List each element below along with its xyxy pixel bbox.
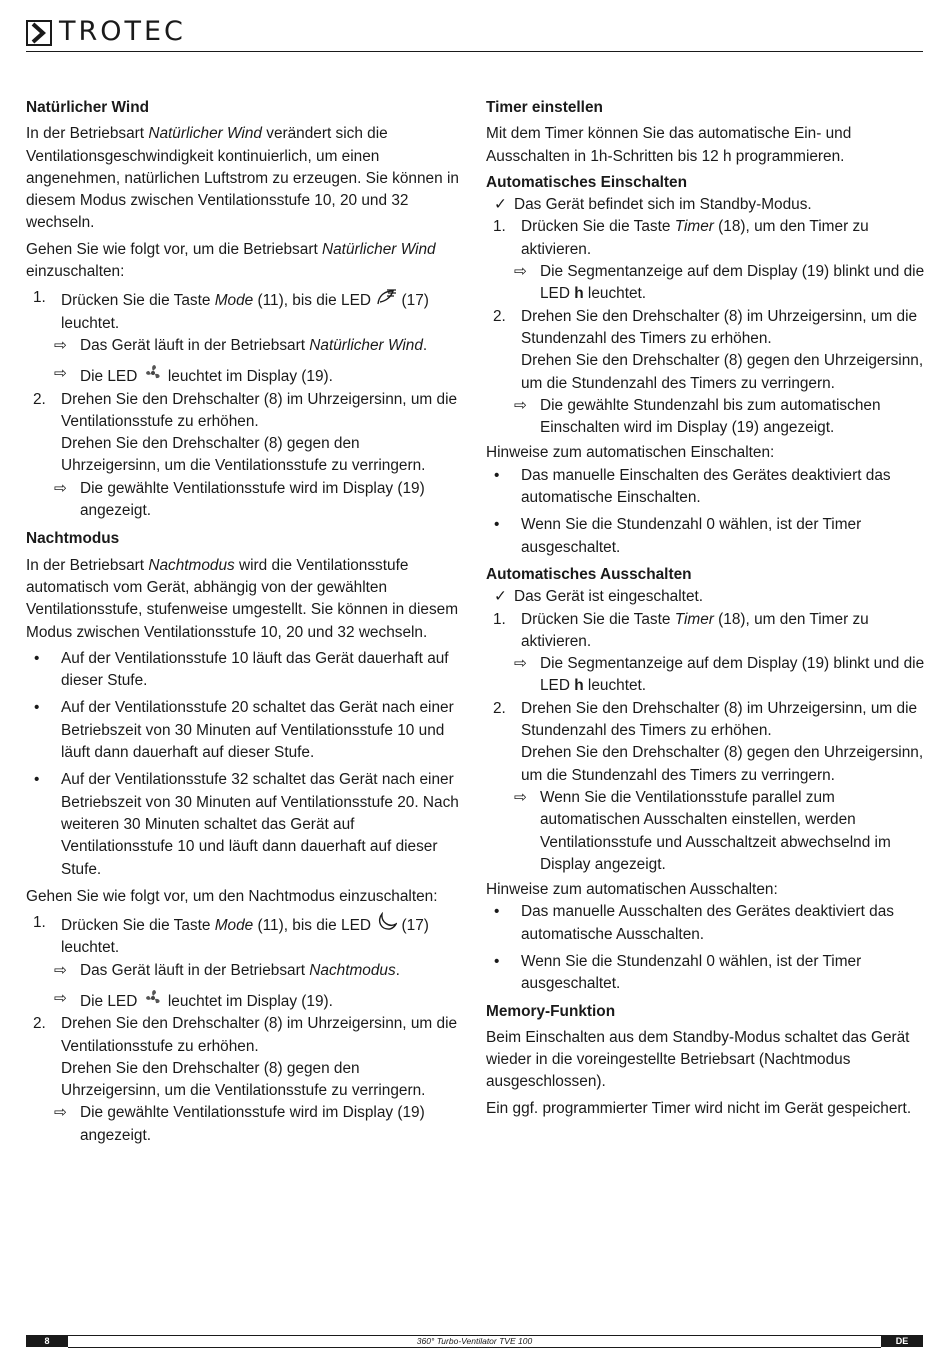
paragraph: In der Betriebsart Nachtmodus wird die Ventilationsstufe automatisch vom Gerät, abhängig von der gewählten Ventilationsstufe, stufenweise umgestellt. Sie können in diesem Modus zwischen Ventilationsstufe 10, 20 und 32 wechseln.	[26, 556, 459, 641]
result-arrow-icon: ⇨	[514, 655, 527, 673]
language-badge: DE	[881, 1335, 923, 1347]
paragraph: Gehen Sie wie folgt vor, um den Nachtmodus einzuschalten:	[26, 887, 438, 905]
list-item: 1. Drücken Sie die Taste Mode (11), bis die LED (17) leuchtet.	[33, 914, 429, 957]
fan-icon	[142, 363, 164, 383]
list-item: • Auf der Ventilationsstufe 32 schaltet das Gerät nach einer Betriebszeit von 30 Minuten auf Ventilationsstufe 20. Nach weiteren 30 Minuten schaltet das Gerät auf Ventilationsstufe 10 und läuft dann dauerhaft auf dieser Stufe.	[34, 771, 459, 878]
result-arrow-icon: ⇨	[514, 788, 527, 806]
list-item: ⇨ Die gewählte Ventilationsstufe wird im Display (19) angezeigt.	[54, 479, 425, 520]
result-arrow-icon: ⇨	[514, 396, 527, 414]
list-item: ⇨ Die LED leuchtet im Display (19).	[54, 989, 333, 1010]
list-item: ⇨ Das Gerät läuft in der Betriebsart Nachtmodus.	[26, 960, 462, 982]
paragraph: Gehen Sie wie folgt vor, um die Betriebsart Natürlicher Wind einzuschalten:	[26, 240, 436, 281]
list-item: ⇨ Die Segmentanzeige auf dem Display (19) blinkt und die LED h leuchtet.	[514, 263, 925, 303]
result-arrow-icon: ⇨	[54, 365, 67, 383]
paragraph: Ein ggf. programmierter Timer wird nicht im Gerät gespeichert.	[486, 1099, 912, 1117]
bullet-list	[26, 648, 462, 881]
list-item: ⇨ Das Gerät läuft in der Betriebsart Natürlicher Wind.	[26, 335, 462, 357]
list-item: • Das manuelle Einschalten des Gerätes deaktiviert das automatische Einschalten.	[494, 466, 891, 507]
list-item: • Auf der Ventilationsstufe 10 läuft das Gerät dauerhaft auf dieser Stufe.	[34, 649, 449, 690]
result-arrow-icon: ⇨	[54, 989, 67, 1007]
natural-wind-icon	[375, 287, 397, 307]
list-item: ⇨ Die Segmentanzeige auf dem Display (19) blinkt und die LED h leuchtet.	[514, 655, 925, 695]
list-item: • Auf der Ventilationsstufe 20 schaltet das Gerät nach einer Betriebszeit von 30 Minuten auf Ventilationsstufe 10 und läuft dann dauerhaft auf dieser Stufe.	[34, 699, 454, 762]
bullet-list	[486, 465, 926, 559]
step-list	[486, 609, 926, 877]
check-icon: ✓	[494, 196, 507, 214]
list-item: 2. Drehen Sie den Drehschalter (8) im Uhrzeigersinn, um die Stundenzahl des Timers zu erhöhen. Drehen Sie den Drehschalter (8) gegen den Uhrzeigersinn, um die Stundenzahl des Timers zu verringern.	[493, 699, 924, 784]
list-item: 1. Drücken Sie die Taste Mode (11), bis die LED (17) leuchtet.	[33, 289, 429, 332]
page-footer	[26, 1335, 923, 1347]
step-list	[26, 287, 462, 522]
list-item: 1. Drücken Sie die Taste Timer (18), um den Timer zu aktivieren.	[493, 218, 869, 258]
list-item: ⇨ Wenn Sie die Ventilationsstufe parallel zum automatischen Ausschalten einstellen, werden Ventilationsstufe und Ausschaltzeit abwechselnd im Display angezeigt.	[514, 788, 891, 873]
list-item: 1. Drücken Sie die Taste Timer (18), um den Timer zu aktivieren.	[493, 610, 869, 650]
section-heading-timer: Timer einstellen	[486, 99, 603, 116]
list-item: 2. Drehen Sie den Drehschalter (8) im Uhrzeigersinn, um die Stundenzahl des Timers zu erhöhen. Drehen Sie den Drehschalter (8) gegen den Uhrzeigersinn, um die Stundenzahl des Timers zu verringern.	[493, 307, 924, 392]
moon-icon	[375, 912, 397, 932]
section-heading-auto-on: Automatisches Einschalten	[486, 173, 687, 191]
notes-title: Hinweise zum automatischen Ausschalten:	[486, 881, 778, 899]
list-item: • Wenn Sie die Stundenzahl 0 wählen, ist der Timer ausgeschaltet.	[494, 952, 862, 993]
paragraph: Beim Einschalten aus dem Standby-Modus schaltet das Gerät wieder in die voreingestellte Betriebsart (Nachtmodus ausgeschlossen).	[486, 1028, 910, 1091]
list-item: • Wenn Sie die Stundenzahl 0 wählen, ist der Timer ausgeschaltet.	[494, 516, 862, 556]
header-divider	[26, 51, 923, 52]
step-list	[26, 912, 462, 1147]
list-item: 2. Drehen Sie den Drehschalter (8) im Uhrzeigersinn, um die Ventilationsstufe zu erhöhen. Drehen Sie den Drehschalter (8) gegen den Uhrzeigersinn, um die Ventilationsstufe zu verringern.	[33, 390, 458, 475]
list-item: ⇨ Die gewählte Stundenzahl bis zum automatischen Einschalten wird im Display (19) angezeigt.	[514, 396, 881, 437]
right-column	[486, 97, 926, 1124]
step-list	[486, 216, 926, 439]
result-arrow-icon: ⇨	[514, 263, 527, 281]
brand-name: TROTEC	[59, 16, 186, 47]
fan-icon	[142, 988, 164, 1008]
result-arrow-icon: ⇨	[54, 479, 67, 497]
footer-title: 360° Turbo-Ventilator TVE 100	[416, 1336, 533, 1346]
paragraph: In der Betriebsart Natürlicher Wind verändert sich die Ventilationsgeschwindigkeit kontinuierlich, um einen angenehmen, natürlichen Luftstrom zu erzeugen. Sie können in diesem Modus zwischen Ventilationsstufe 10, 20 und 32 wechseln.	[26, 125, 459, 232]
list-item: ⇨ Die LED leuchtet im Display (19).	[54, 365, 333, 386]
section-heading-memory: Memory-Funktion	[486, 1002, 616, 1020]
paragraph: Mit dem Timer können Sie das automatische Ein- und Ausschalten in 1h-Schritten bis 12 h programmieren.	[486, 125, 852, 165]
section-heading-auto-off: Automatisches Ausschalten	[486, 565, 692, 583]
result-arrow-icon: ⇨	[54, 1104, 67, 1122]
list-item: ⇨ Die gewählte Ventilationsstufe wird im Display (19) angezeigt.	[54, 1104, 425, 1144]
page-header	[26, 16, 923, 48]
section-heading-natural-wind: Natürlicher Wind	[26, 99, 149, 116]
list-item: 2. Drehen Sie den Drehschalter (8) im Uhrzeigersinn, um die Ventilationsstufe zu erhöhen. Drehen Sie den Drehschalter (8) gegen den Uhrzeigersinn, um die Ventilationsstufe zu verringern.	[33, 1015, 458, 1100]
list-item: • Das manuelle Ausschalten des Gerätes deaktiviert das automatische Ausschalten.	[494, 903, 894, 943]
check-icon: ✓	[494, 588, 507, 606]
trotec-logo-icon	[26, 20, 52, 46]
result-arrow-icon: ⇨	[54, 961, 67, 979]
page-number: 8	[26, 1335, 68, 1347]
section-heading-night-mode: Nachtmodus	[26, 530, 120, 548]
bullet-list	[486, 901, 926, 995]
notes-title: Hinweise zum automatischen Einschalten:	[486, 444, 775, 462]
left-column	[26, 97, 462, 1147]
precondition: ✓ Das Gerät befindet sich im Standby-Modus.	[486, 194, 926, 216]
precondition: ✓ Das Gerät ist eingeschaltet.	[486, 586, 926, 608]
result-arrow-icon: ⇨	[54, 336, 67, 354]
